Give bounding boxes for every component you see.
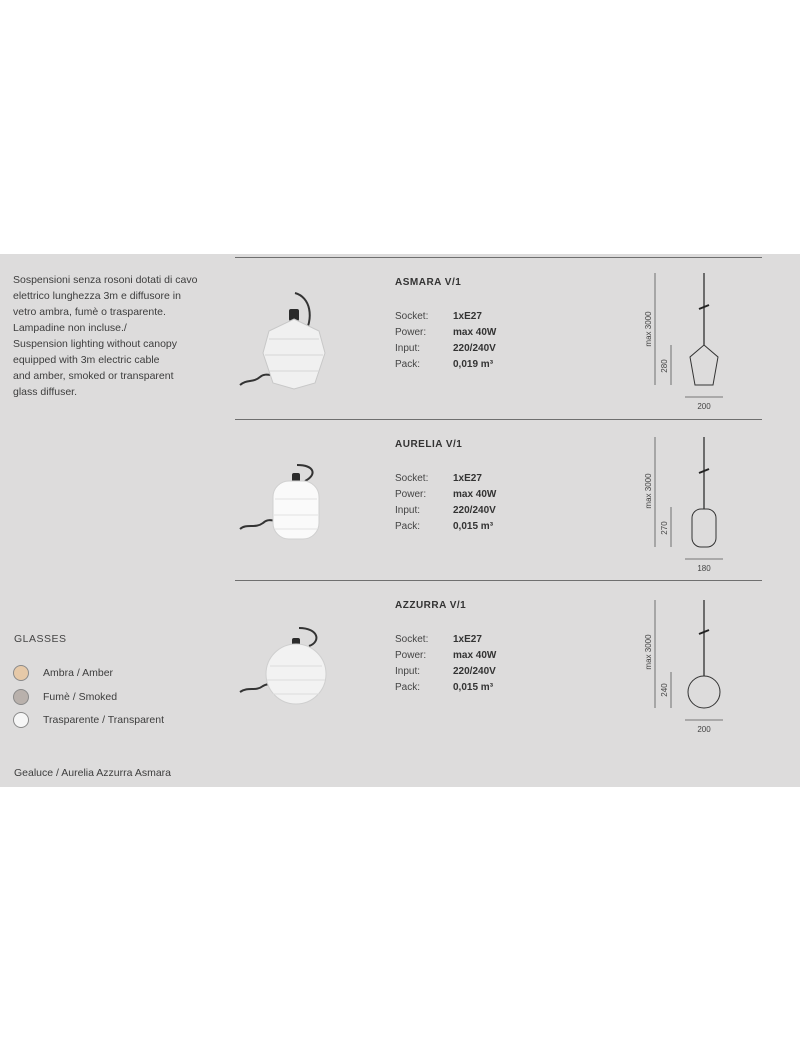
smoked-swatch: [13, 689, 29, 705]
intro-line: Lampadine non incluse./: [13, 322, 127, 334]
intro-line: Sospensioni senza rosoni dotati di cavo: [13, 274, 198, 286]
spec-power: max 40W: [453, 650, 497, 661]
dim-max-label: max 3000: [644, 473, 653, 509]
dim-height-label: 280: [660, 359, 669, 373]
spec-label-power: Power:: [395, 650, 427, 661]
intro-line: glass diffuser.: [13, 386, 78, 398]
aurelia-dimension-drawing: [633, 429, 733, 579]
aurelia-lamp-photo: [235, 419, 345, 579]
dim-max-label: max 3000: [644, 311, 653, 347]
product-name: ASMARA V/1: [395, 277, 462, 288]
glasses-title: GLASSES: [14, 633, 67, 645]
spec-pack: 0,019 m³: [453, 359, 494, 370]
dim-width-label: 200: [697, 402, 711, 411]
asmara-lamp-photo: [235, 257, 345, 417]
footer-caption: Gealuce / Aurelia Azzurra Asmara: [14, 767, 171, 779]
glass-option-transparent: [13, 712, 164, 728]
intro-line: elettrico lunghezza 3m e diffusore in: [13, 290, 181, 302]
product-asmara: [235, 257, 775, 417]
dim-width-label: 200: [697, 725, 711, 734]
spec-label-socket: Socket:: [395, 473, 429, 484]
spec-label-input: Input:: [395, 505, 421, 516]
intro-line: and amber, smoked or transparent: [13, 370, 174, 382]
product-name: AURELIA V/1: [395, 439, 463, 450]
spec-power: max 40W: [453, 489, 497, 500]
spec-label-socket: Socket:: [395, 634, 429, 645]
dim-height-label: 270: [660, 521, 669, 535]
amber-swatch: [13, 665, 29, 681]
spec-label-pack: Pack:: [395, 359, 421, 370]
spec-socket: 1xE27: [453, 634, 482, 645]
intro-line: equipped with 3m electric cable: [13, 354, 160, 366]
transparent-swatch: [13, 712, 29, 728]
dim-max-label: max 3000: [644, 634, 653, 670]
dim-height-label: 240: [660, 683, 669, 697]
glass-option-label: Trasparente / Transparent: [43, 714, 165, 726]
spec-label-power: Power:: [395, 327, 427, 338]
glass-option-label: Ambra / Amber: [43, 667, 114, 679]
product-azzurra: [235, 580, 775, 740]
spec-label-pack: Pack:: [395, 682, 421, 693]
asmara-dimension-drawing: [633, 267, 733, 417]
spec-pack: 0,015 m³: [453, 682, 494, 693]
spec-list: [395, 309, 496, 373]
dim-width-label: 180: [697, 564, 711, 573]
spec-power: max 40W: [453, 327, 497, 338]
spec-label-input: Input:: [395, 343, 421, 354]
spec-socket: 1xE27: [453, 473, 482, 484]
glass-option-amber: [13, 665, 113, 681]
product-name: AZZURRA V/1: [395, 600, 467, 611]
product-sheet-panel: [0, 254, 800, 787]
azzurra-lamp-photo: [235, 580, 345, 740]
spec-input: 220/240V: [453, 505, 496, 516]
product-aurelia: [235, 419, 775, 579]
spec-label-power: Power:: [395, 489, 427, 500]
azzurra-dimension-drawing: [633, 590, 733, 740]
spec-label-input: Input:: [395, 666, 421, 677]
spec-pack: 0,015 m³: [453, 521, 494, 532]
glass-option-smoked: [13, 689, 117, 705]
intro-line: Suspension lighting without canopy: [13, 338, 178, 350]
spec-socket: 1xE27: [453, 311, 482, 322]
spec-label-socket: Socket:: [395, 311, 429, 322]
spec-input: 220/240V: [453, 666, 496, 677]
intro-line: vetro ambra, fumè o trasparente.: [13, 306, 166, 318]
spec-list: [395, 632, 496, 696]
spec-list: [395, 471, 496, 535]
spec-input: 220/240V: [453, 343, 496, 354]
spec-label-pack: Pack:: [395, 521, 421, 532]
intro-description: [13, 272, 223, 400]
glass-option-label: Fumè / Smoked: [43, 691, 118, 703]
